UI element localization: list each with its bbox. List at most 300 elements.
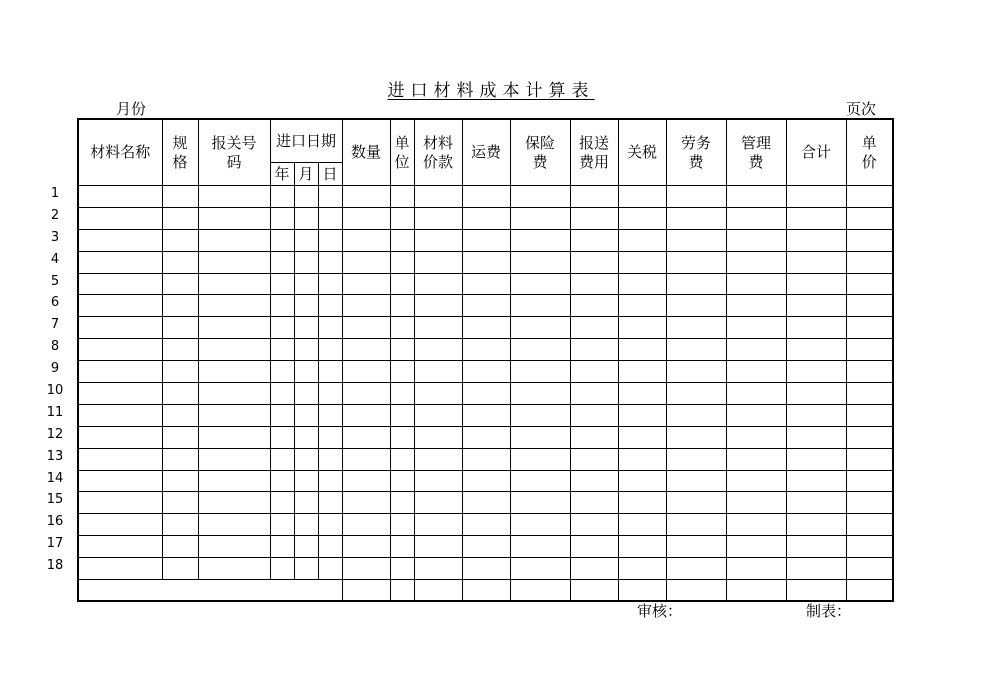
table-cell[interactable] — [342, 339, 390, 361]
table-cell[interactable] — [462, 207, 510, 229]
table-cell[interactable] — [666, 186, 726, 208]
table-cell[interactable] — [342, 295, 390, 317]
table-cell[interactable] — [666, 536, 726, 558]
table-cell[interactable] — [510, 470, 570, 492]
table-cell[interactable] — [414, 383, 462, 405]
table-cell[interactable] — [342, 448, 390, 470]
table-cell[interactable] — [726, 536, 786, 558]
table-cell[interactable] — [462, 558, 510, 580]
table-cell[interactable] — [666, 492, 726, 514]
table-cell[interactable] — [462, 186, 510, 208]
table-cell[interactable] — [786, 361, 846, 383]
table-cell[interactable] — [618, 383, 666, 405]
table-cell[interactable] — [666, 295, 726, 317]
table-cell[interactable] — [618, 426, 666, 448]
table-cell[interactable] — [270, 383, 294, 405]
table-cell[interactable] — [570, 251, 618, 273]
table-cell[interactable] — [78, 273, 162, 295]
table-cell[interactable] — [786, 317, 846, 339]
table-cell[interactable] — [846, 558, 893, 580]
table-cell[interactable] — [666, 361, 726, 383]
table-cell[interactable] — [462, 492, 510, 514]
table-cell[interactable] — [162, 470, 198, 492]
table-cell[interactable] — [198, 470, 270, 492]
table-cell[interactable] — [666, 317, 726, 339]
table-cell[interactable] — [294, 514, 318, 536]
table-cell[interactable] — [198, 317, 270, 339]
table-cell[interactable] — [786, 273, 846, 295]
table-cell[interactable] — [570, 448, 618, 470]
table-cell[interactable] — [198, 426, 270, 448]
table-cell[interactable] — [78, 558, 162, 580]
table-cell[interactable] — [270, 492, 294, 514]
table-cell[interactable] — [846, 426, 893, 448]
table-cell[interactable] — [78, 251, 162, 273]
table-cell[interactable] — [78, 426, 162, 448]
table-cell[interactable] — [198, 492, 270, 514]
table-cell[interactable] — [846, 404, 893, 426]
table-cell[interactable] — [342, 229, 390, 251]
summary-cell[interactable] — [510, 580, 570, 602]
summary-cell[interactable] — [726, 580, 786, 602]
table-cell[interactable] — [294, 470, 318, 492]
table-cell[interactable] — [342, 558, 390, 580]
table-cell[interactable] — [294, 295, 318, 317]
table-cell[interactable] — [510, 251, 570, 273]
table-cell[interactable] — [162, 426, 198, 448]
table-cell[interactable] — [570, 558, 618, 580]
table-cell[interactable] — [462, 404, 510, 426]
table-cell[interactable] — [846, 186, 893, 208]
table-cell[interactable] — [726, 339, 786, 361]
table-cell[interactable] — [390, 536, 414, 558]
table-cell[interactable] — [510, 273, 570, 295]
table-cell[interactable] — [414, 229, 462, 251]
table-cell[interactable] — [198, 514, 270, 536]
table-cell[interactable] — [318, 339, 342, 361]
table-cell[interactable] — [342, 426, 390, 448]
summary-cell[interactable] — [618, 580, 666, 602]
table-cell[interactable] — [846, 317, 893, 339]
table-cell[interactable] — [390, 186, 414, 208]
table-cell[interactable] — [294, 361, 318, 383]
table-cell[interactable] — [198, 186, 270, 208]
table-cell[interactable] — [666, 514, 726, 536]
table-cell[interactable] — [162, 383, 198, 405]
table-cell[interactable] — [666, 207, 726, 229]
table-cell[interactable] — [846, 229, 893, 251]
table-cell[interactable] — [462, 470, 510, 492]
table-cell[interactable] — [666, 383, 726, 405]
table-cell[interactable] — [510, 558, 570, 580]
table-cell[interactable] — [726, 186, 786, 208]
table-cell[interactable] — [414, 514, 462, 536]
table-cell[interactable] — [786, 448, 846, 470]
table-cell[interactable] — [162, 317, 198, 339]
table-cell[interactable] — [414, 448, 462, 470]
table-cell[interactable] — [78, 317, 162, 339]
table-cell[interactable] — [618, 448, 666, 470]
table-cell[interactable] — [318, 404, 342, 426]
table-cell[interactable] — [510, 404, 570, 426]
table-cell[interactable] — [342, 404, 390, 426]
table-cell[interactable] — [846, 339, 893, 361]
table-cell[interactable] — [786, 186, 846, 208]
table-cell[interactable] — [570, 186, 618, 208]
table-cell[interactable] — [414, 426, 462, 448]
table-cell[interactable] — [666, 404, 726, 426]
table-cell[interactable] — [618, 361, 666, 383]
table-cell[interactable] — [318, 229, 342, 251]
table-cell[interactable] — [342, 273, 390, 295]
table-cell[interactable] — [846, 492, 893, 514]
table-cell[interactable] — [390, 492, 414, 514]
table-cell[interactable] — [390, 470, 414, 492]
table-cell[interactable] — [318, 273, 342, 295]
table-cell[interactable] — [198, 207, 270, 229]
table-cell[interactable] — [846, 383, 893, 405]
table-cell[interactable] — [342, 207, 390, 229]
table-cell[interactable] — [270, 295, 294, 317]
table-cell[interactable] — [78, 470, 162, 492]
table-cell[interactable] — [318, 426, 342, 448]
table-cell[interactable] — [618, 339, 666, 361]
table-cell[interactable] — [726, 295, 786, 317]
table-cell[interactable] — [318, 251, 342, 273]
table-cell[interactable] — [342, 361, 390, 383]
summary-cell[interactable] — [342, 580, 390, 602]
table-cell[interactable] — [162, 514, 198, 536]
summary-cell[interactable] — [666, 580, 726, 602]
table-cell[interactable] — [162, 558, 198, 580]
table-cell[interactable] — [462, 273, 510, 295]
table-cell[interactable] — [294, 251, 318, 273]
table-cell[interactable] — [726, 229, 786, 251]
table-cell[interactable] — [390, 207, 414, 229]
table-cell[interactable] — [462, 339, 510, 361]
table-cell[interactable] — [846, 295, 893, 317]
table-cell[interactable] — [198, 558, 270, 580]
table-cell[interactable] — [726, 273, 786, 295]
table-cell[interactable] — [270, 229, 294, 251]
table-cell[interactable] — [618, 186, 666, 208]
table-cell[interactable] — [570, 273, 618, 295]
table-cell[interactable] — [666, 558, 726, 580]
table-cell[interactable] — [510, 207, 570, 229]
table-cell[interactable] — [390, 317, 414, 339]
table-cell[interactable] — [162, 404, 198, 426]
table-cell[interactable] — [462, 295, 510, 317]
table-cell[interactable] — [270, 536, 294, 558]
table-cell[interactable] — [270, 404, 294, 426]
table-cell[interactable] — [162, 207, 198, 229]
table-cell[interactable] — [162, 492, 198, 514]
table-cell[interactable] — [786, 558, 846, 580]
table-cell[interactable] — [198, 339, 270, 361]
table-cell[interactable] — [390, 339, 414, 361]
table-cell[interactable] — [414, 339, 462, 361]
table-cell[interactable] — [666, 339, 726, 361]
table-cell[interactable] — [390, 251, 414, 273]
table-cell[interactable] — [726, 404, 786, 426]
table-cell[interactable] — [462, 251, 510, 273]
table-cell[interactable] — [618, 295, 666, 317]
table-cell[interactable] — [270, 558, 294, 580]
table-cell[interactable] — [570, 514, 618, 536]
table-cell[interactable] — [846, 514, 893, 536]
table-cell[interactable] — [342, 514, 390, 536]
table-cell[interactable] — [726, 317, 786, 339]
table-cell[interactable] — [414, 251, 462, 273]
table-cell[interactable] — [786, 251, 846, 273]
table-cell[interactable] — [666, 470, 726, 492]
table-cell[interactable] — [318, 470, 342, 492]
table-cell[interactable] — [390, 273, 414, 295]
table-cell[interactable] — [162, 339, 198, 361]
table-cell[interactable] — [510, 426, 570, 448]
table-cell[interactable] — [294, 383, 318, 405]
table-cell[interactable] — [294, 448, 318, 470]
table-cell[interactable] — [270, 514, 294, 536]
table-cell[interactable] — [570, 295, 618, 317]
table-cell[interactable] — [390, 383, 414, 405]
table-cell[interactable] — [318, 207, 342, 229]
table-cell[interactable] — [462, 361, 510, 383]
table-cell[interactable] — [510, 339, 570, 361]
table-cell[interactable] — [78, 207, 162, 229]
table-cell[interactable] — [570, 383, 618, 405]
table-cell[interactable] — [294, 339, 318, 361]
table-cell[interactable] — [462, 426, 510, 448]
table-cell[interactable] — [618, 229, 666, 251]
table-cell[interactable] — [318, 514, 342, 536]
table-cell[interactable] — [270, 339, 294, 361]
table-cell[interactable] — [570, 229, 618, 251]
table-cell[interactable] — [570, 317, 618, 339]
table-cell[interactable] — [342, 470, 390, 492]
table-cell[interactable] — [618, 514, 666, 536]
table-cell[interactable] — [786, 339, 846, 361]
table-cell[interactable] — [342, 317, 390, 339]
summary-cell[interactable] — [570, 580, 618, 602]
summary-cell[interactable] — [462, 580, 510, 602]
table-cell[interactable] — [390, 558, 414, 580]
table-cell[interactable] — [390, 514, 414, 536]
table-cell[interactable] — [786, 404, 846, 426]
table-cell[interactable] — [414, 470, 462, 492]
table-cell[interactable] — [846, 251, 893, 273]
table-cell[interactable] — [618, 492, 666, 514]
table-cell[interactable] — [294, 207, 318, 229]
table-cell[interactable] — [510, 186, 570, 208]
table-cell[interactable] — [570, 361, 618, 383]
table-cell[interactable] — [162, 229, 198, 251]
table-cell[interactable] — [318, 558, 342, 580]
table-cell[interactable] — [78, 514, 162, 536]
table-cell[interactable] — [462, 514, 510, 536]
summary-merged-cell[interactable] — [78, 580, 342, 602]
table-cell[interactable] — [510, 295, 570, 317]
table-cell[interactable] — [78, 229, 162, 251]
table-cell[interactable] — [510, 514, 570, 536]
table-cell[interactable] — [618, 404, 666, 426]
table-cell[interactable] — [726, 448, 786, 470]
table-cell[interactable] — [786, 426, 846, 448]
table-cell[interactable] — [162, 186, 198, 208]
summary-cell[interactable] — [846, 580, 893, 602]
table-cell[interactable] — [342, 251, 390, 273]
table-cell[interactable] — [786, 536, 846, 558]
table-cell[interactable] — [294, 404, 318, 426]
table-cell[interactable] — [342, 383, 390, 405]
table-cell[interactable] — [666, 251, 726, 273]
table-cell[interactable] — [570, 536, 618, 558]
table-cell[interactable] — [270, 207, 294, 229]
table-cell[interactable] — [618, 317, 666, 339]
table-cell[interactable] — [198, 361, 270, 383]
table-cell[interactable] — [294, 186, 318, 208]
table-cell[interactable] — [570, 470, 618, 492]
table-cell[interactable] — [414, 295, 462, 317]
summary-cell[interactable] — [786, 580, 846, 602]
table-cell[interactable] — [318, 383, 342, 405]
table-cell[interactable] — [414, 317, 462, 339]
table-cell[interactable] — [318, 317, 342, 339]
table-cell[interactable] — [318, 492, 342, 514]
table-cell[interactable] — [846, 361, 893, 383]
table-cell[interactable] — [414, 404, 462, 426]
table-cell[interactable] — [270, 470, 294, 492]
table-cell[interactable] — [318, 186, 342, 208]
table-cell[interactable] — [78, 536, 162, 558]
table-cell[interactable] — [294, 273, 318, 295]
table-cell[interactable] — [846, 273, 893, 295]
table-cell[interactable] — [618, 273, 666, 295]
table-cell[interactable] — [294, 536, 318, 558]
table-cell[interactable] — [162, 295, 198, 317]
table-cell[interactable] — [462, 229, 510, 251]
table-cell[interactable] — [786, 514, 846, 536]
table-cell[interactable] — [270, 186, 294, 208]
table-cell[interactable] — [510, 383, 570, 405]
table-cell[interactable] — [414, 273, 462, 295]
table-cell[interactable] — [318, 448, 342, 470]
table-cell[interactable] — [294, 492, 318, 514]
table-cell[interactable] — [390, 229, 414, 251]
summary-cell[interactable] — [414, 580, 462, 602]
table-cell[interactable] — [414, 536, 462, 558]
table-cell[interactable] — [846, 207, 893, 229]
table-cell[interactable] — [78, 339, 162, 361]
table-cell[interactable] — [510, 229, 570, 251]
table-cell[interactable] — [786, 229, 846, 251]
table-cell[interactable] — [198, 251, 270, 273]
table-cell[interactable] — [270, 361, 294, 383]
table-cell[interactable] — [414, 492, 462, 514]
table-cell[interactable] — [342, 186, 390, 208]
table-cell[interactable] — [510, 448, 570, 470]
table-cell[interactable] — [726, 207, 786, 229]
table-cell[interactable] — [198, 295, 270, 317]
table-cell[interactable] — [570, 339, 618, 361]
table-cell[interactable] — [414, 207, 462, 229]
table-cell[interactable] — [270, 426, 294, 448]
table-cell[interactable] — [846, 536, 893, 558]
table-cell[interactable] — [162, 251, 198, 273]
table-cell[interactable] — [618, 251, 666, 273]
table-cell[interactable] — [786, 383, 846, 405]
table-cell[interactable] — [846, 448, 893, 470]
table-cell[interactable] — [786, 492, 846, 514]
table-cell[interactable] — [666, 229, 726, 251]
table-cell[interactable] — [270, 448, 294, 470]
table-cell[interactable] — [294, 558, 318, 580]
table-cell[interactable] — [786, 207, 846, 229]
table-cell[interactable] — [342, 536, 390, 558]
table-cell[interactable] — [510, 317, 570, 339]
table-cell[interactable] — [270, 317, 294, 339]
summary-cell[interactable] — [390, 580, 414, 602]
table-cell[interactable] — [78, 295, 162, 317]
table-cell[interactable] — [786, 470, 846, 492]
table-cell[interactable] — [78, 492, 162, 514]
table-cell[interactable] — [666, 448, 726, 470]
table-cell[interactable] — [462, 448, 510, 470]
table-cell[interactable] — [78, 186, 162, 208]
table-cell[interactable] — [570, 492, 618, 514]
table-cell[interactable] — [318, 536, 342, 558]
table-cell[interactable] — [294, 229, 318, 251]
table-cell[interactable] — [198, 404, 270, 426]
table-cell[interactable] — [162, 273, 198, 295]
table-cell[interactable] — [414, 186, 462, 208]
table-cell[interactable] — [618, 207, 666, 229]
table-cell[interactable] — [726, 426, 786, 448]
table-cell[interactable] — [390, 448, 414, 470]
table-cell[interactable] — [294, 426, 318, 448]
table-cell[interactable] — [390, 404, 414, 426]
table-cell[interactable] — [198, 448, 270, 470]
table-cell[interactable] — [162, 361, 198, 383]
table-cell[interactable] — [270, 251, 294, 273]
table-cell[interactable] — [78, 448, 162, 470]
table-cell[interactable] — [726, 383, 786, 405]
table-cell[interactable] — [78, 361, 162, 383]
table-cell[interactable] — [462, 317, 510, 339]
table-cell[interactable] — [570, 207, 618, 229]
table-cell[interactable] — [726, 251, 786, 273]
table-cell[interactable] — [510, 361, 570, 383]
table-cell[interactable] — [510, 492, 570, 514]
table-cell[interactable] — [846, 470, 893, 492]
table-cell[interactable] — [342, 492, 390, 514]
table-cell[interactable] — [462, 383, 510, 405]
table-cell[interactable] — [390, 426, 414, 448]
table-cell[interactable] — [198, 383, 270, 405]
table-cell[interactable] — [318, 295, 342, 317]
table-cell[interactable] — [390, 295, 414, 317]
table-cell[interactable] — [726, 558, 786, 580]
table-cell[interactable] — [726, 514, 786, 536]
table-cell[interactable] — [726, 470, 786, 492]
table-cell[interactable] — [198, 229, 270, 251]
table-cell[interactable] — [570, 404, 618, 426]
table-cell[interactable] — [570, 426, 618, 448]
table-cell[interactable] — [78, 383, 162, 405]
table-cell[interactable] — [198, 536, 270, 558]
table-cell[interactable] — [390, 361, 414, 383]
table-cell[interactable] — [414, 558, 462, 580]
